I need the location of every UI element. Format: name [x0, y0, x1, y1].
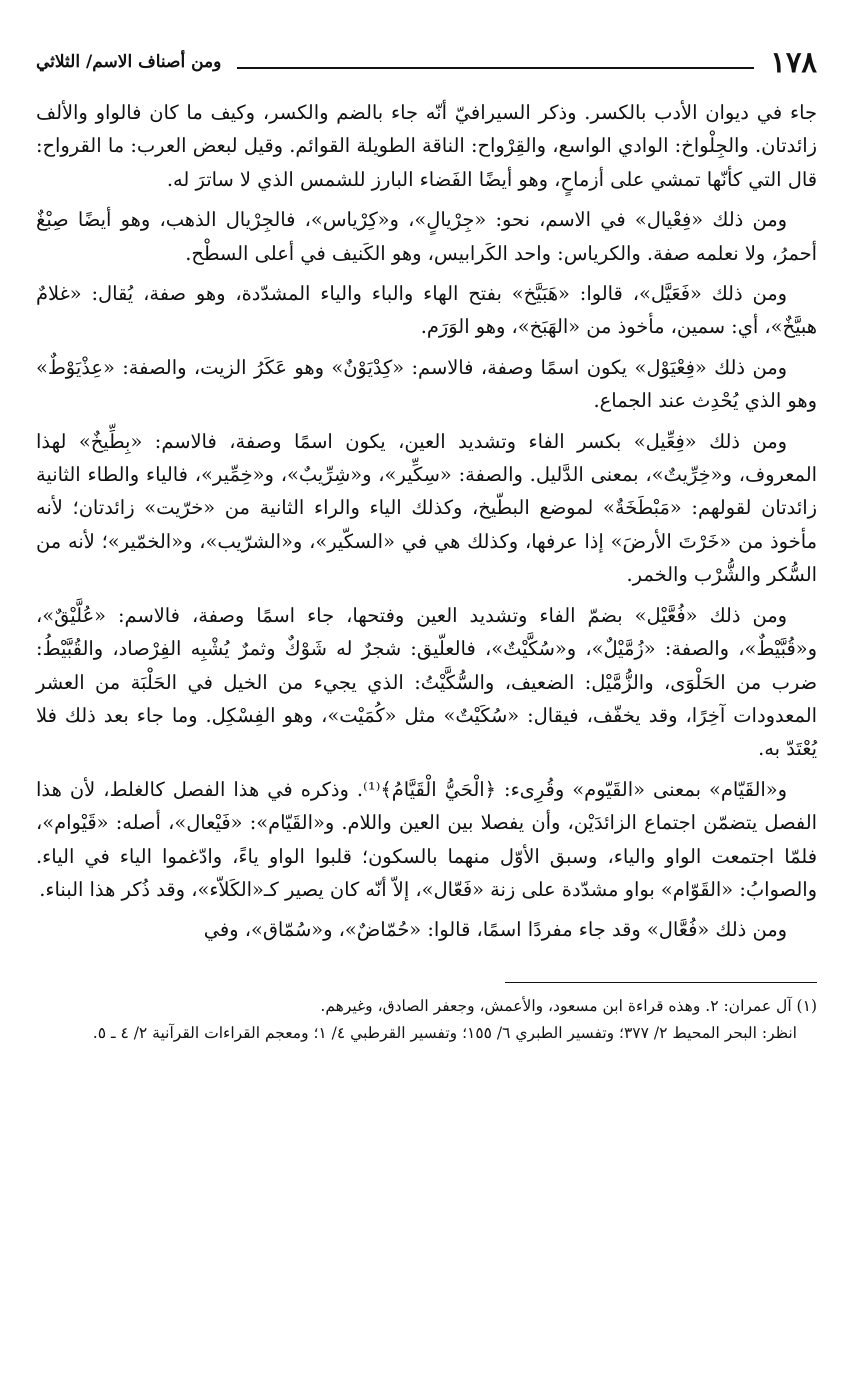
paragraph: ومن ذلك «فُعَّيْل» بضمّ الفاء وتشديد العين وفتحها، جاء اسمًا وصفة، فالاسم: «عُلَّيْقٌ»، و«قُبَّيْطٌ»، والصفة: «زُمَّيْلٌ»، و«سُكَّيْتٌ»، فالعلّيق: شجرٌ له شَوْكٌ وثمرٌ يُشْبِه الفِرْصاد، والقُبَّيْطُ: ضرب من الحَلْوَى، والزُّمَّيْل: الضعيف، والسُّكَّيْتُ: الذي يجيء من الخيل في الحَلْبَة من العشر المعدودات آخِرًا، وقد يخفّف، فيقال: «سُكَيْتٌ» مثل «كُمَيْت»، وهو الفِسْكِل. وما جاء بعد ذلك فلا يُعْتَدّ به. — [36, 603, 817, 761]
paragraph: ومن ذلك «فِعْيَوْل» يكون اسمًا وصفة، فالاسم: «كِدْيَوْنٌ» وهو عَكَرُ الزيت، والصفة: «عِذْيَوْطٌ» وهو الذي يُحْدِث عند الجماع. — [36, 355, 817, 413]
page-number: ١٧٨ — [770, 45, 817, 79]
footnote-continuation: انظر: البحر المحيط ٢/ ٣٧٧؛ وتفسير الطبري ٦/ ١٥٥؛ وتفسير القرطبي ٤/ ١؛ ومعجم القراءات القرآنية ٢/ ٤ ـ ٥. — [92, 1023, 797, 1042]
header-rule — [237, 67, 754, 69]
paragraph: ومن ذلك «فُعَّال» وقد جاء مفردًا اسمًا، قالوا: «حُمّاضٌ»، و«سُمّاق»، وفي — [203, 918, 787, 942]
running-title: ومن أصناف الاسم/ الثلاثي — [36, 52, 222, 72]
paragraph: ومن ذلك «فَعَيَّل»، قالوا: «هَبَيَّخ» بفتح الهاء والباء والياء المشدّدة، وهو صفة، يُقال: «غلامٌ هبيَّخٌ»، أي: سمين، مأخوذ من «الهَبَخ»، وهو الوَرَم. — [36, 282, 817, 339]
footnotes — [36, 993, 817, 1047]
footnote: (١) آل عمران: ٢. وهذه قراءة ابن مسعود، والأعمش، وجعفر الصادق، وغيرهم. — [320, 996, 817, 1015]
paragraph: ومن ذلك «فِعْيال» في الاسم، نحو: «جِرْيالٍ»، و«كِرْياس»، فالجِرْيال الذهب، وهو أيضًا صِبْغٌ أحمرُ، ولا نعلمه صفة. والكرياس: واحد الكَرابيس، وهو الكَنيف في أعلى السطْح. — [36, 208, 817, 265]
footnote-separator — [505, 982, 817, 983]
main-text — [36, 96, 817, 947]
paragraph: جاء في ديوان الأدب بالكسر. وذكر السيرافيّ أنّه جاء بالضم والكسر، وكيف ما كان فالواو والألف زائدتان. والجِلْواخ: الوادي الواسع، والقِرْواح: الناقة الطويلة القوائم. وقيل لبعض العرب: ما القرواح: قال التي كأنّها تمشي على أزماحٍ، وهو أيضًا الفَضاء البارز للشمس الذي لا ساترَ له. — [36, 101, 817, 191]
paragraph: و«القَيّام» بمعنى «القَيّوم» وقُرِىء: ﴿الْحَيُّ الْقَيَّامُ﴾⁽¹⁾. وذكره في هذا الفصل كالغلط، لأن هذا الفصل يتضمّن اجتماع الزائدَيْن، وأن يفصلا بين العين واللام. و«القَيّام»: «فَيْعال»، أصله: «قَيْوام»، فلمّا اجتمعت الواو والياء، وسبق الأوّل منهما بالسكون؛ قلبوا الواو ياءً، وادّغموا الياء في الياء. والصوابُ: «القَوّام» بواو مشدّدة على زنة «فَعّال»، إلاّ أنّه كان يصير كـ«الكَلاّء»، وقد ذُكر هذا البناء. — [36, 777, 817, 901]
paragraph: ومن ذلك «فِعِّيل» بكسر الفاء وتشديد العين، يكون اسمًا وصفة، فالاسم: «بِطِّيخٌ» لهذا المعروف، و«خِرِّيتٌ»، بمعنى الدَّليل. والصفة: «سِكِّير»، و«شِرِّيبٌ»، و«خِمِّير»، فالياء والطاء الثانية زائدتان لقولهم: «مَبْطَخَةٌ» لموضع البطّيخ، وكذلك الياء والراء الثانية من «خرّيت» زائدتان؛ لأنه مأخوذ من «خَرْتَ الأرضَ» إذا عرفها، وكذلك هي في «السكّير»، و«الشرّيب»، و«الخمّير»؛ لأنه من السُّكر والشُّرْب والخمر. — [36, 429, 817, 587]
page-header — [36, 42, 817, 82]
